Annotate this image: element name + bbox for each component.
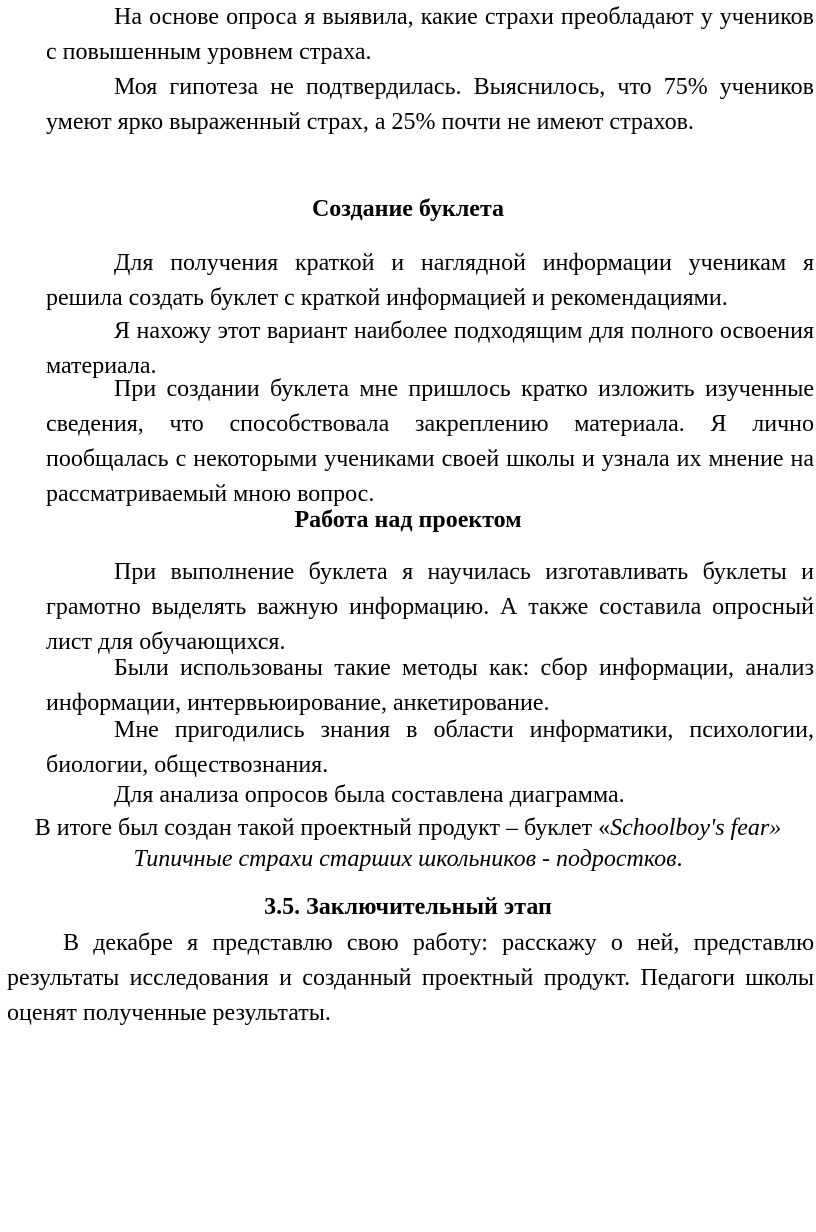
paragraph-booklet-purpose: Для получения краткой и наглядной информации ученикам я решила создать буклет с краткой информацией и рекомендациями.: [46, 250, 814, 311]
paragraph-december: В декабре я представлю свою работу: расскажу о ней, представлю результаты исследования и созданный проектный продукт. Педагоги школы оценят полученные результаты.: [7, 930, 814, 1026]
product-subtitle-end: .: [676, 846, 683, 872]
paragraph-booklet-process: При создании буклета мне пришлось кратко изложить изученные сведения, что способствовала закреплению материала. Я лично пообщалась с некоторыми учениками своей школы и узнала их мнение на рассматриваемый мною вопрос.: [46, 376, 814, 507]
product-subtitle: Типичные страхи старших школьников - подростков: [133, 846, 677, 872]
paragraph-skills: При выполнение буклета я научилась изготавливать буклеты и грамотно выделять важную информацию. А также составила опросный лист для обучающихся.: [46, 559, 814, 655]
paragraph-booklet-choice: Я нахожу этот вариант наиболее подходящим для полного освоения материала.: [46, 318, 814, 379]
heading-booklet-creation: Создание буклета: [311, 196, 505, 222]
heading-project-work: Работа над проектом: [294, 507, 522, 533]
product-line-prefix: В итоге был создан такой проектный продукт – буклет «: [34, 815, 611, 841]
heading-final-stage: 3.5. Заключительный этап: [264, 894, 552, 920]
product-subtitle-line: [0, 842, 816, 877]
product-title: Schoolboy's fear»: [610, 815, 782, 841]
product-line: [0, 811, 816, 846]
paragraph-knowledge: Мне пригодились знания в области информатики, психологии, биологии, обществознания.: [46, 717, 814, 778]
paragraph-hypothesis: Моя гипотеза не подтвердилась. Выяснилось, что 75% учеников умеют ярко выраженный страх, а 25% почти не имеют страхов.: [46, 74, 814, 135]
paragraph-diagram: Для анализа опросов была составлена диаграмма.: [114, 782, 625, 808]
paragraph-survey-result: На основе опроса я выявила, какие страхи преобладают у учеников с повышенным уровнем страха.: [46, 4, 814, 65]
paragraph-methods: Были использованы такие методы как: сбор информации, анализ информации, интервьюирование, анкетирование.: [46, 655, 814, 716]
